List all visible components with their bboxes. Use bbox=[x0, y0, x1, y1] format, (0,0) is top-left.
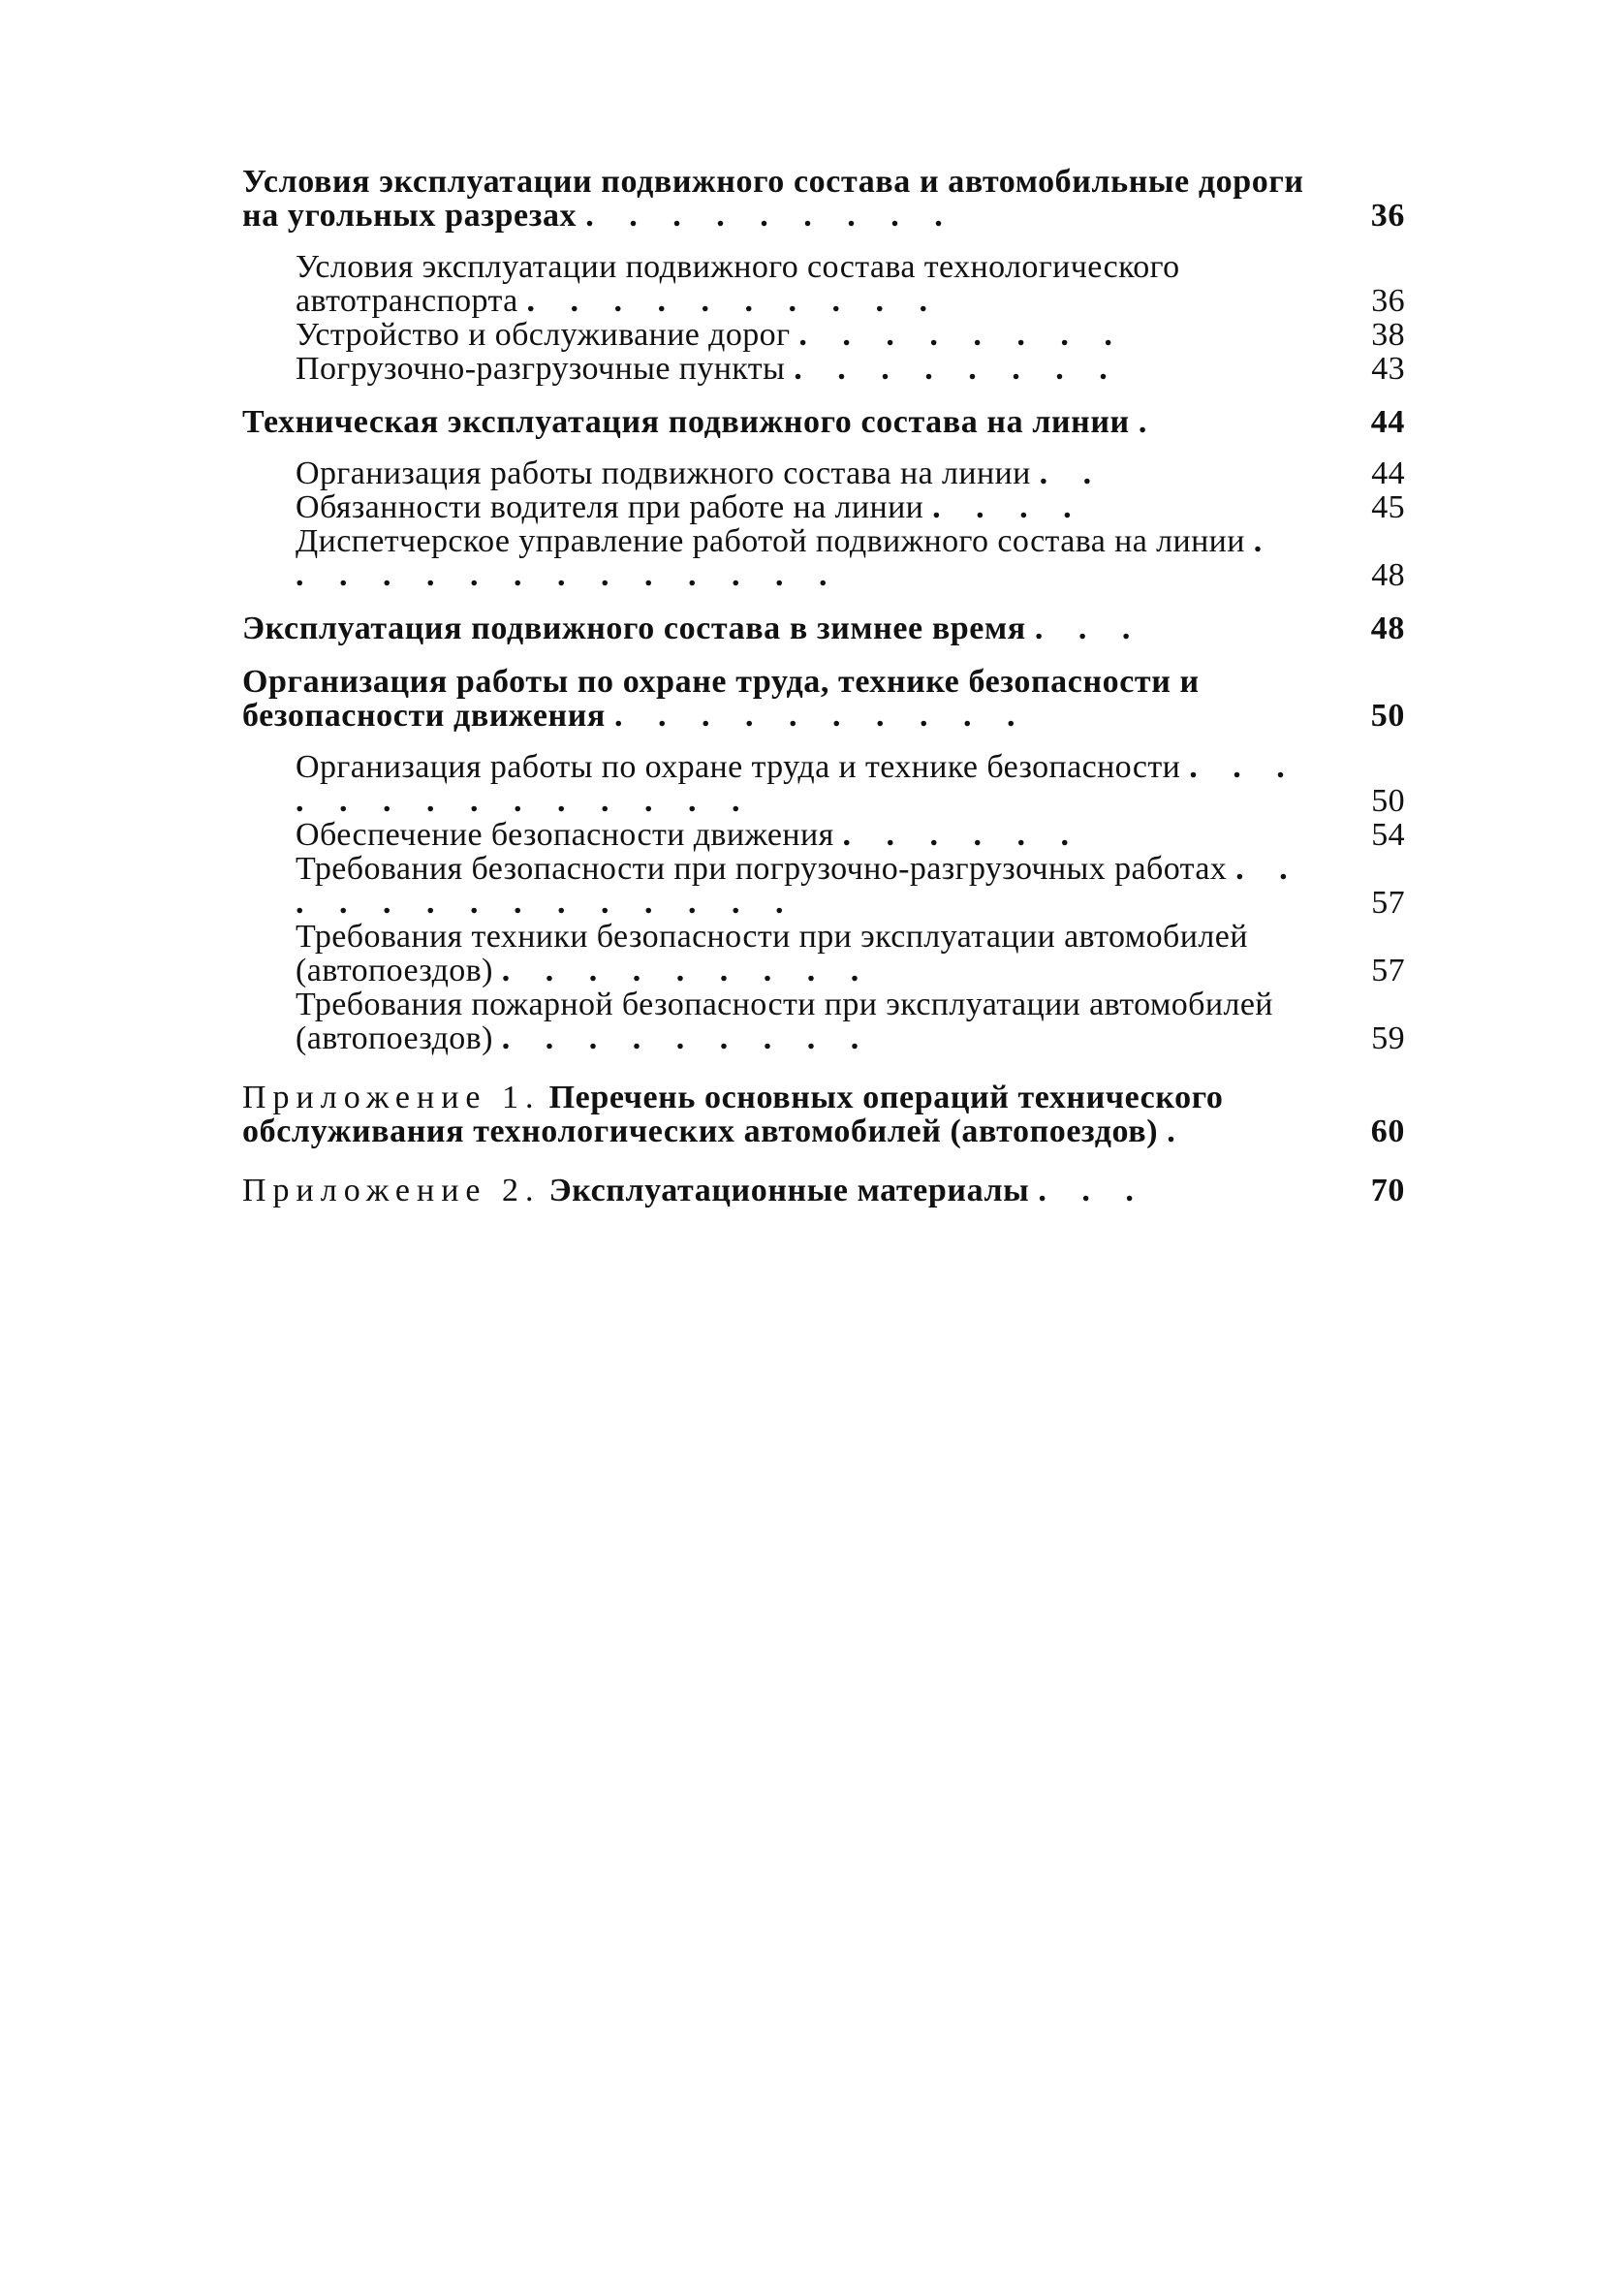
toc-subsection-title: Погрузочно-разгрузочные пункты . . . . . . . . bbox=[296, 351, 1121, 387]
toc-subsection-title: Диспетчерское управление работой подвижного состава на линии . . . . . . . . . . . . . . bbox=[296, 523, 1276, 593]
toc-subsection-title: Требования безопасности при погрузочно-разгрузочных работах . . . . . . . . . . . . . . bbox=[296, 851, 1301, 921]
toc-subsection bbox=[242, 750, 1405, 818]
toc-page-number: 70 bbox=[1370, 1173, 1405, 1208]
toc-section bbox=[242, 165, 1405, 233]
toc-page-number: 57 bbox=[1371, 953, 1405, 988]
toc-section-title: Техническая эксплуатация подвижного состава на линии . bbox=[242, 404, 1161, 440]
leader-dots: . . . . bbox=[932, 489, 1085, 525]
leader-dots: . . . . . . . . bbox=[794, 351, 1121, 387]
leader-dots: . . . . . . . . . . . . . . bbox=[296, 749, 1298, 819]
toc-page-number: 60 bbox=[1370, 1113, 1405, 1149]
toc-page-number: 54 bbox=[1371, 817, 1405, 853]
appendix-prefix: Приложение 2. bbox=[242, 1173, 541, 1208]
toc-subsection bbox=[242, 352, 1405, 386]
toc-section-title: Условия эксплуатации подвижного состава и автомобильные дороги на угольных разрезах . . . . . . . . . bbox=[242, 164, 1304, 234]
leader-dots: . . bbox=[1039, 455, 1106, 491]
table-of-contents bbox=[242, 165, 1405, 1207]
toc-page-number: 45 bbox=[1371, 489, 1405, 525]
toc-subsection-title: Требования техники безопасности при эксплуатации автомобилей (автопоездов) . . . . . . . . . bbox=[296, 919, 1248, 988]
leader-dots: . . . . . . . . . bbox=[501, 1020, 873, 1056]
leader-dots: . . . . . . . . . . . . . . bbox=[296, 851, 1301, 921]
toc-appendix-title: Приложение 1. Перечень основных операций технического обслуживания технологических автомобилей (автопоездов) . bbox=[242, 1080, 1224, 1149]
toc-subsection-title: Устройство и обслуживание дорог . . . . . . . . bbox=[296, 317, 1126, 353]
toc-subsection bbox=[242, 490, 1405, 524]
toc-appendix bbox=[242, 1174, 1405, 1207]
toc-page-number: 50 bbox=[1371, 783, 1405, 819]
toc-section-title: Эксплуатация подвижного состава в зимнее время . . . bbox=[242, 611, 1144, 646]
leader-dots: . . . . . . . . . bbox=[501, 953, 873, 988]
toc-section bbox=[242, 405, 1405, 439]
leader-dots: . . . . . . . . . . bbox=[614, 698, 1029, 734]
toc-page-number: 48 bbox=[1370, 611, 1405, 646]
toc-subsection bbox=[242, 818, 1405, 852]
toc-subsection-title: Обеспечение безопасности движения . . . . . . bbox=[296, 817, 1083, 853]
toc-page-number: 38 bbox=[1371, 317, 1405, 353]
toc-appendix-title: Приложение 2. Эксплуатационные материалы . . . bbox=[242, 1173, 1147, 1208]
leader-dots: . . . . . . . . . bbox=[585, 198, 956, 234]
toc-subsection bbox=[242, 250, 1405, 318]
leader-dots: . . . bbox=[1038, 1173, 1147, 1208]
toc-subsection bbox=[242, 456, 1405, 490]
toc-page-number: 44 bbox=[1371, 455, 1405, 491]
leader-dots: . . . . . . . . bbox=[798, 317, 1126, 353]
toc-subsection-title: Организация работы подвижного состава на линии . . bbox=[296, 455, 1106, 491]
leader-dots: . . . . . . bbox=[842, 817, 1083, 853]
leader-dots: . . . . . . . . . . . . . . bbox=[296, 523, 1276, 593]
toc-subsection-title: Условия эксплуатации подвижного состава технологического автотранспорта . . . . . . . . . . bbox=[296, 249, 1180, 319]
toc-subsection-title: Организация работы по охране труда и технике безопасности . . . . . . . . . . . . . . bbox=[296, 749, 1298, 819]
toc-subsection bbox=[242, 318, 1405, 352]
toc-subsection-title: Требования пожарной безопасности при эксплуатации автомобилей (автопоездов) . . . . . . . . . bbox=[296, 987, 1273, 1056]
toc-subsection-title: Обязанности водителя при работе на линии . . . . bbox=[296, 489, 1085, 525]
toc-section bbox=[242, 665, 1405, 733]
leader-dots: . . . bbox=[1034, 611, 1144, 646]
toc-page-number: 50 bbox=[1370, 698, 1405, 734]
toc-page-number: 57 bbox=[1371, 885, 1405, 921]
toc-section bbox=[242, 611, 1405, 645]
toc-page-number: 44 bbox=[1370, 404, 1405, 440]
leader-dots: . bbox=[1167, 1113, 1189, 1149]
toc-page-number: 59 bbox=[1371, 1020, 1405, 1056]
toc-subsection bbox=[242, 920, 1405, 988]
toc-subsection bbox=[242, 524, 1405, 592]
toc-page-number: 43 bbox=[1371, 351, 1405, 387]
toc-page-number: 48 bbox=[1371, 557, 1405, 593]
toc-section-title: Организация работы по охране труда, технике безопасности и безопасности движения . . . . . . . . . . bbox=[242, 664, 1200, 734]
leader-dots: . bbox=[1138, 404, 1161, 440]
toc-subsection bbox=[242, 988, 1405, 1055]
appendix-prefix: Приложение 1. bbox=[242, 1080, 541, 1115]
toc-page-number: 36 bbox=[1370, 198, 1405, 234]
toc-subsection bbox=[242, 852, 1405, 920]
leader-dots: . . . . . . . . . . bbox=[526, 283, 942, 319]
toc-page-number: 36 bbox=[1371, 283, 1405, 319]
toc-appendix bbox=[242, 1081, 1405, 1148]
